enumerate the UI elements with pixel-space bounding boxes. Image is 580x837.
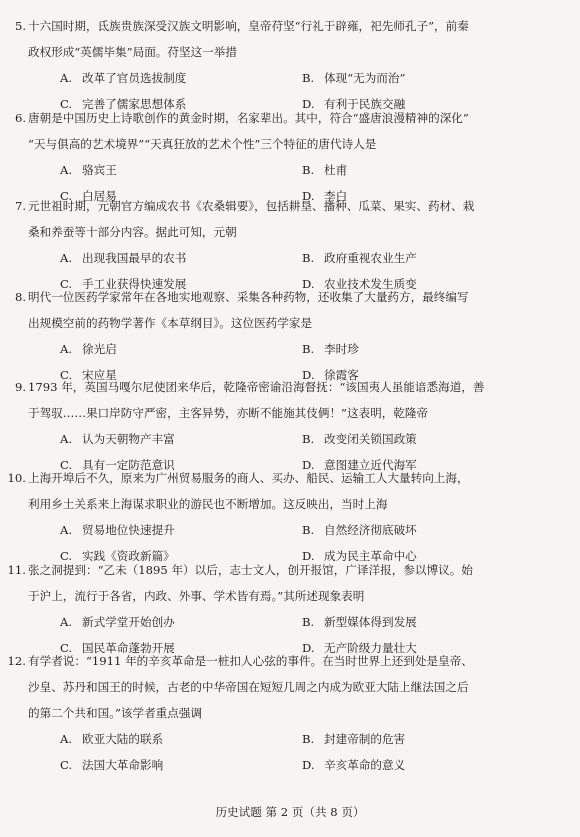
option-text: 宋应星 [82, 368, 117, 382]
question-text-line: “天与俱高的艺术境界”“天真狂放的艺术个性”三个特征的唐代诗人是 [28, 137, 377, 151]
question-stem [14, 193, 553, 245]
option-text: 成为民主革命中心 [324, 549, 417, 563]
question-number: 5. [14, 19, 26, 33]
option-label: A. [60, 342, 73, 356]
question-stem [14, 284, 553, 336]
option-label: C. [60, 549, 73, 563]
option-text: 国民革命蓬勃开展 [82, 641, 175, 655]
answer-option-b [302, 245, 417, 271]
question-stem [14, 13, 553, 65]
page-footer: 历史试题 第 2 页（共 8 页） [215, 805, 365, 819]
option-text: 贸易地位快速提升 [82, 523, 175, 537]
question-stem [7, 465, 553, 517]
option-label: A. [60, 163, 73, 177]
question [0, 557, 580, 661]
option-text: 体现“无为而治” [324, 71, 406, 85]
option-label: C. [60, 277, 73, 291]
question [0, 284, 580, 388]
option-text: 骆宾王 [82, 163, 117, 177]
option-text: 辛亥革命的意义 [324, 758, 406, 772]
answer-option-a [60, 517, 175, 543]
option-text: 欧亚大陆的联系 [82, 732, 164, 746]
option-text: 新型媒体得到发展 [324, 615, 417, 629]
option-label: C. [60, 368, 73, 382]
option-text: 认为天朝物产丰富 [82, 432, 175, 446]
question-text-line: 唐朝是中国历史上诗歌创作的黄金时期，名家辈出。其中，符合“盛唐浪漫精神的深化” [28, 111, 469, 125]
option-label: B. [302, 71, 315, 85]
option-text: 新式学堂开始创办 [82, 615, 175, 629]
option-label: D. [302, 368, 315, 382]
question-number: 7. [14, 199, 26, 213]
option-label: A. [60, 615, 73, 629]
answer-option-b [302, 726, 405, 752]
answer-option-a [60, 609, 175, 635]
question-text-line: 1793 年，英国马嘎尔尼使团来华后，乾隆帝密谕沿海督抚：“该国夷人虽能谙悉海道，善 [28, 380, 485, 394]
question-text-line: 政权形成“英儒毕集”局面。苻坚这一举措 [28, 45, 237, 59]
question-number: 11. [7, 563, 26, 577]
option-label: B. [302, 523, 315, 537]
question-text-line: 沙皇、苏丹和国王的时候，古老的中华帝国在短短几周之内成为欧亚大陆上继法国之后 [28, 680, 469, 694]
option-label: D. [302, 549, 315, 563]
question-text-line: 上海开埠后不久，原来为广州贸易服务的商人、买办、船民、运输工人大量转向上海， [28, 471, 469, 485]
question-text-line: 利用乡土关系来上海谋求职业的游民也不断增加。这反映出，当时上海 [28, 497, 388, 511]
option-text: 农业技术发生质变 [324, 277, 417, 291]
option-text: 有利于民族交融 [324, 97, 406, 111]
answer-option-a [60, 157, 117, 183]
option-text: 改革了官员选拔制度 [82, 71, 187, 85]
option-text: 意图建立近代海军 [324, 458, 417, 472]
answer-option-b [302, 609, 417, 635]
answer-option-a [60, 245, 186, 271]
question-stem [7, 648, 553, 726]
question-stem [7, 557, 553, 609]
question-number: 10. [7, 471, 26, 485]
answer-option-d [302, 752, 405, 778]
question [0, 465, 580, 569]
option-label: D. [302, 458, 315, 472]
question-text-line: 十六国时期，氐族贵族深受汉族文明影响，皇帝苻坚“行礼于辟雍，祀先师孔子”，前秦 [28, 19, 469, 33]
option-text: 政府重视农业生产 [324, 251, 417, 265]
option-text: 封建帝制的危害 [324, 732, 406, 746]
option-label: B. [302, 432, 315, 446]
option-text: 自然经济彻底破坏 [324, 523, 417, 537]
answer-option-a [60, 426, 175, 452]
answer-options [0, 726, 580, 778]
option-text: 出现我国最早的农书 [82, 251, 187, 265]
option-label: A. [60, 251, 73, 265]
option-label: D. [302, 97, 315, 111]
question-text-line: 有学者说：“1911 年的辛亥革命是一桩扣人心弦的事件。在当时世界上还到处是皇帝、 [28, 654, 473, 668]
question [0, 13, 580, 117]
option-label: D. [302, 641, 315, 655]
option-text: 徐霞客 [324, 368, 359, 382]
question-text-line: 于沪上，流行于各省，内政、外事、学术皆有焉。”其所述现象表明 [28, 589, 365, 603]
option-label: B. [302, 251, 315, 265]
option-text: 白居易 [82, 189, 117, 203]
question-number: 6. [14, 111, 26, 125]
option-text: 完善了儒家思想体系 [82, 97, 187, 111]
option-text: 无产阶级力量壮大 [324, 641, 417, 655]
option-text: 徐光启 [82, 342, 117, 356]
option-text: 杜甫 [324, 163, 348, 177]
option-label: D. [302, 758, 315, 772]
question-stem [14, 374, 553, 426]
option-label: C. [60, 758, 73, 772]
option-label: B. [302, 732, 315, 746]
option-label: D. [302, 189, 315, 203]
answer-option-b [302, 517, 417, 543]
answer-option-b [302, 336, 359, 362]
question-number: 9. [14, 380, 26, 394]
answer-option-a [60, 726, 163, 752]
option-label: B. [302, 342, 315, 356]
question-number: 12. [7, 654, 26, 668]
question-text-line: 于驾驭……果口岸防守严密，主客异势，亦断不能施其伎俩！”这表明，乾隆帝 [28, 406, 429, 420]
question [0, 193, 580, 297]
option-label: C. [60, 641, 73, 655]
question [0, 648, 580, 778]
option-label: A. [60, 71, 73, 85]
question-text-line: 元世祖时期，元朝官方编成农书《农桑辑要》，包括耕垦、播种、瓜菜、果实、药材、栽 [28, 199, 475, 213]
option-label: B. [302, 615, 315, 629]
question-text-line: 张之洞提到：“乙未（1895 年）以后，志士文人，创开报馆，广译洋报，参以博议。始 [28, 563, 473, 577]
question-text-line: 出规模空前的药物学著作《本草纲目》。这位医药学家是 [28, 316, 313, 330]
question [0, 374, 580, 478]
option-text: 改变闭关锁国政策 [324, 432, 417, 446]
answer-option-a [60, 336, 117, 362]
option-label: D. [302, 277, 315, 291]
option-label: C. [60, 97, 73, 111]
option-label: A. [60, 432, 73, 446]
option-text: 李时珍 [324, 342, 359, 356]
option-text: 法国大革命影响 [82, 758, 164, 772]
question-text-line: 桑和养蚕等十部分内容。据此可知，元朝 [28, 225, 237, 239]
option-label: A. [60, 732, 73, 746]
option-label: C. [60, 458, 73, 472]
question-text-line: 明代一位医药学家常年在各地实地观察、采集各种药物，还收集了大量药方，最终编写 [28, 290, 469, 304]
option-label: A. [60, 523, 73, 537]
question-text-line: 的第二个共和国。”该学者重点强调 [28, 706, 203, 720]
answer-option-c [60, 752, 163, 778]
option-text: 手工业获得快速发展 [82, 277, 187, 291]
question-stem [14, 105, 553, 157]
answer-option-b [302, 157, 347, 183]
option-label: C. [60, 189, 73, 203]
answer-option-b [302, 426, 417, 452]
answer-option-b [302, 65, 405, 91]
option-text: 实践《资政新篇》 [82, 549, 175, 563]
option-label: B. [302, 163, 315, 177]
answer-option-a [60, 65, 186, 91]
option-text: 具有一定防范意识 [82, 458, 175, 472]
option-text: 李白 [324, 189, 348, 203]
question-number: 8. [14, 290, 26, 304]
